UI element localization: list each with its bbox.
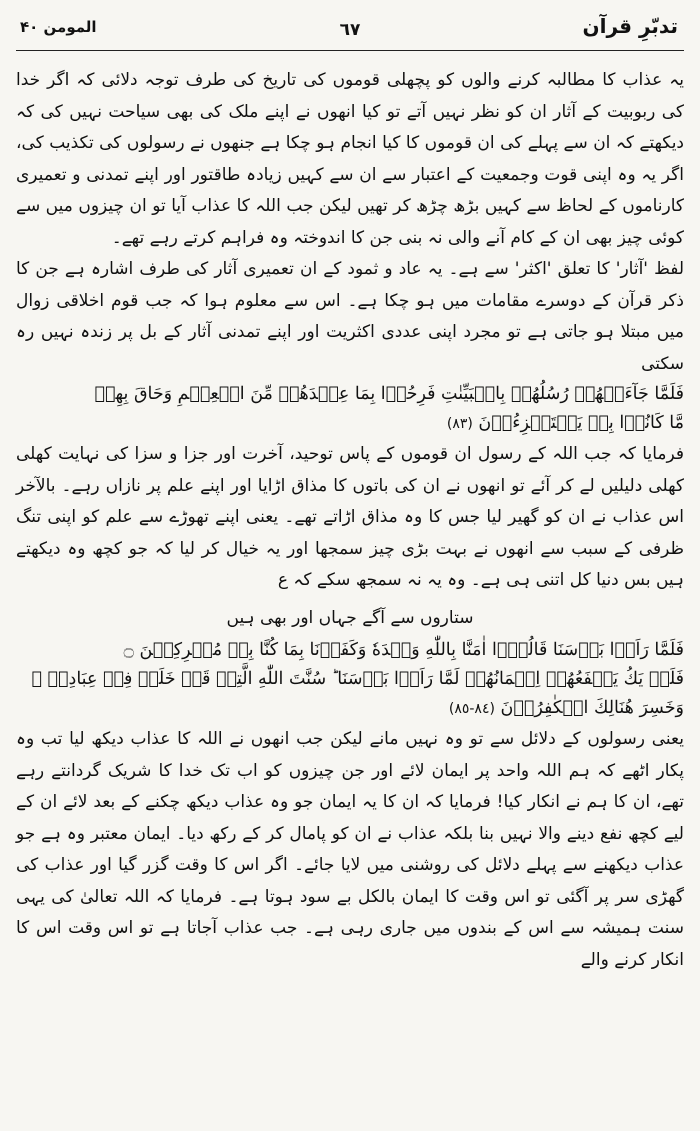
quran-line: فَلَمَّا رَاَوۡا بَاۡسَنَا قَالُوۡۤا اٰمَنَّا بِاللّٰهِ وَحۡدَهٗ وَكَفَرۡنَا بِمَا كُنَّا بِهٖ مُشۡرِكِيۡنَ ۝ bbox=[123, 640, 684, 660]
quran-line-text: وَخَسِرَ هُنَالِكَ الۡكٰفِرُوۡنَ bbox=[500, 698, 684, 718]
quran-line bbox=[16, 409, 684, 439]
quran-block-1 bbox=[16, 380, 684, 439]
verse-reference: (٨٣) bbox=[446, 416, 473, 432]
paragraph-2: لفظ 'آثار' کا تعلق 'اکثر' سے ہے۔ یہ عاد و ثمود کے ان تعمیری آثار کی طرف اشارہ ہے جن کا ذکر قرآن کے دوسرے مقامات میں ہو چکا ہے۔ اس سے معلوم ہوا کہ جب قوم اخلاقی زوال میں مبتلا ہو جاتی ہے تو مجرد اپنی عددی اکثریت اور اپنے تمدنی آثار کے بل پر زندہ نہیں رہ سکتی bbox=[16, 259, 684, 374]
page-body bbox=[16, 65, 684, 976]
poetry-verse: ستاروں سے آگے جہاں اور بھی ہیں bbox=[226, 607, 474, 628]
quran-block-2 bbox=[16, 636, 684, 724]
quran-line: فَلَمَّا جَآءَتۡهُمۡ رُسُلُهُمۡ بِالۡبَيِّنٰتِ فَرِحُوۡا بِمَا عِنۡدَهُمۡ مِّنَ الۡعِلۡمِ وَحَاقَ بِهِمۡ bbox=[94, 384, 684, 404]
surah-label: المومن ۴۰ bbox=[20, 18, 97, 36]
page-header bbox=[16, 14, 684, 51]
verse-reference: (٨٤-٨٥) bbox=[448, 701, 495, 717]
paragraph-1: یہ عذاب کا مطالبہ کرنے والوں کو پچھلی قوموں کی تاریخ کی طرف توجہ دلائی کہ اگر خدا کی ربوبیت کے آثار ان کو نظر نہیں آتے تو کیا انھوں نے اپنے ملک کی بھی سیاحت نہیں کی کہ دیکھتے کہ ان سے پہلے کی ان قوموں کا کیا انجام ہو چکا ہے جنھوں نے رسولوں کی تکذیب کی، اگر یہ وہ اپنی قوت وجمعیت کے اعتبار سے ان سے کہیں زیادہ طاقتور اور اپنے تمدنی و تعمیری کارناموں کے لحاظ سے کہیں بڑھ چڑھ کر تھیں لیکن جب اللہ کا عذاب آیا تو ان چیزوں میں سے کوئی چیز بھی ان کے کام آنے والی نہ بنی جن کا اندوختہ وہ فراہم کرتے رہے تھے۔ bbox=[16, 70, 684, 248]
quran-line bbox=[16, 694, 684, 724]
paragraph-4: یعنی رسولوں کے دلائل سے تو وہ نہیں مانے لیکن جب انھوں نے اللہ کا عذاب دیکھ لیا تب وہ پکار اٹھے کہ ہم اللہ واحد پر ایمان لائے اور جن چیزوں کو اب تک خدا کا شریک گردانتے رہے تھے، ان کا ہم نے انکار کیا! فرمایا کہ ان کا یہ ایمان جو وہ عذاب دیکھ چکنے کے بعد لائے ان کے لیے کچھ نفع دینے والا نہیں بنا بلکہ عذاب نے ان کو پامال کر کے رکھ دیا۔ ایمان معتبر وہ ہے جو عذاب دیکھنے سے پہلے دلائل کی روشنی میں لایا جائے۔ اگر اس کا وقت گزر گیا اور عذاب کی گھڑی سر پر آگئی تو اس وقت کا ایمان بالکل بے سود ہوتا ہے۔ فرمایا کہ اللہ تعالیٰ کی یہی سنت ہمیشہ سے اس کے بندوں میں جاری رہی ہے۔ جب عذاب آجاتا ہے تو اس وقت اس کا انکار کرنے والے bbox=[16, 729, 684, 970]
book-title: تدبّرِ قرآن bbox=[582, 14, 678, 38]
quran-line: فَلَمۡ يَكُ يَنۡفَعُهُمۡ اِيۡمَانُهُمۡ لَمَّا رَاَوۡا بَاۡسَنَا ؕ سُنَّتَ اللّٰهِ الَّتِىۡ قَدۡ خَلَتۡ فِىۡ عِبَادِهٖ ۚ bbox=[31, 669, 684, 689]
page-number: ٦٧ bbox=[339, 20, 361, 40]
paragraph-3: فرمایا کہ جب اللہ کے رسول ان قوموں کے پاس توحید، آخرت اور جزا و سزا کی نہایت کھلی کھلی دلیلیں لے کر آئے تو انھوں نے ان کی باتوں کا مذاق اڑایا اور اپنے علم پر نازاں رہے۔ بالآخر اس عذاب نے ان کو گھیر لیا جس کا وہ مذاق اڑاتے تھے۔ یعنی اپنے تھوڑے سے علم کو اپنی تنگ ظرفی کے سبب سے انھوں نے بہت بڑی چیز سمجھا اور یہ خیال کر لیا کہ جو کچھ وہ دیکھتے ہیں بس دنیا کل اتنی ہی ہے۔ وہ یہ نہ سمجھ سکے کہ ع bbox=[16, 444, 684, 590]
quran-line-text: مَّا كَانُوۡا بِهٖ يَسۡتَهۡزِءُوۡنَ bbox=[478, 413, 684, 433]
